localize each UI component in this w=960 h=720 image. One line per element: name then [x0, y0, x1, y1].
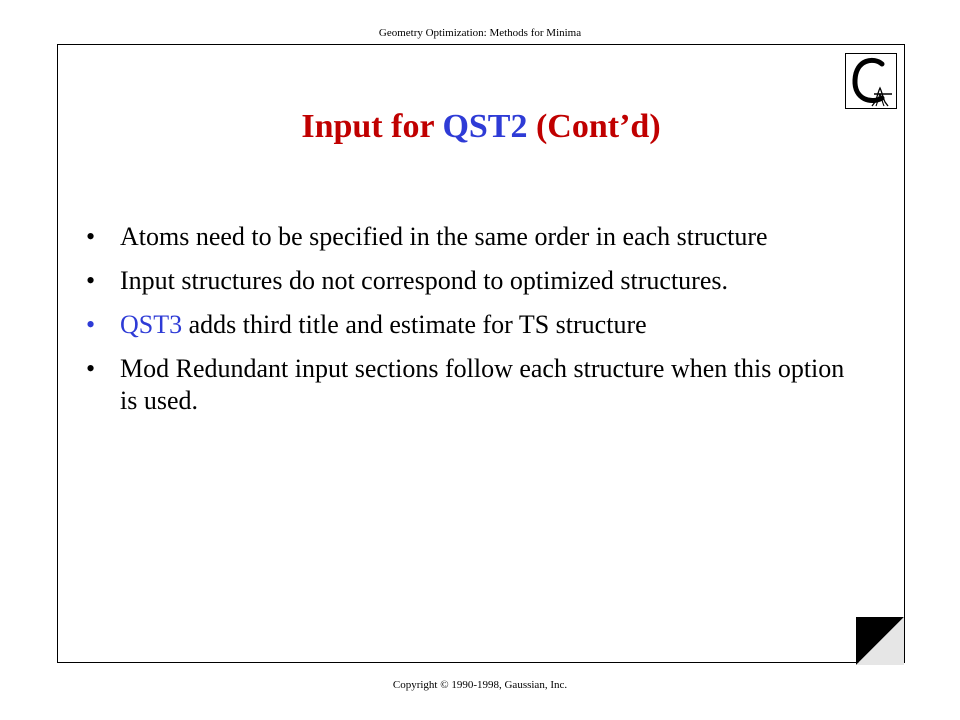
bullet-highlight: QST3 — [120, 310, 183, 339]
bullet-text: Input structures do not correspond to optimized structures. — [120, 266, 728, 295]
title-suffix: (Cont’d) — [527, 108, 661, 145]
bullet-text: Atoms need to be specified in the same order in each structure — [120, 222, 768, 251]
page-corner-icon — [856, 617, 904, 665]
bullet-list — [78, 221, 868, 429]
slide-title — [58, 107, 904, 147]
running-title: Geometry Optimization: Methods for Minima — [378, 27, 582, 39]
bullet-item — [78, 353, 868, 417]
bullet-text: Mod Redundant input sections follow each structure when this option is used. — [120, 354, 845, 415]
title-prefix: Input for — [301, 108, 443, 145]
bullet-item — [78, 221, 868, 253]
slide-frame — [57, 44, 905, 663]
bullet-icon: • — [86, 354, 96, 383]
bullet-icon: • — [86, 310, 96, 339]
bullet-icon: • — [86, 222, 96, 251]
gaussian-logo-icon — [845, 53, 897, 109]
bullet-text: adds third title and estimate for TS structure — [182, 310, 647, 339]
copyright-footer: Copyright © 1990-1998, Gaussian, Inc. — [392, 679, 568, 691]
bullet-icon: • — [86, 266, 96, 295]
bullet-item — [78, 265, 868, 297]
bullet-item — [78, 309, 868, 341]
title-highlight: QST2 — [442, 108, 528, 145]
